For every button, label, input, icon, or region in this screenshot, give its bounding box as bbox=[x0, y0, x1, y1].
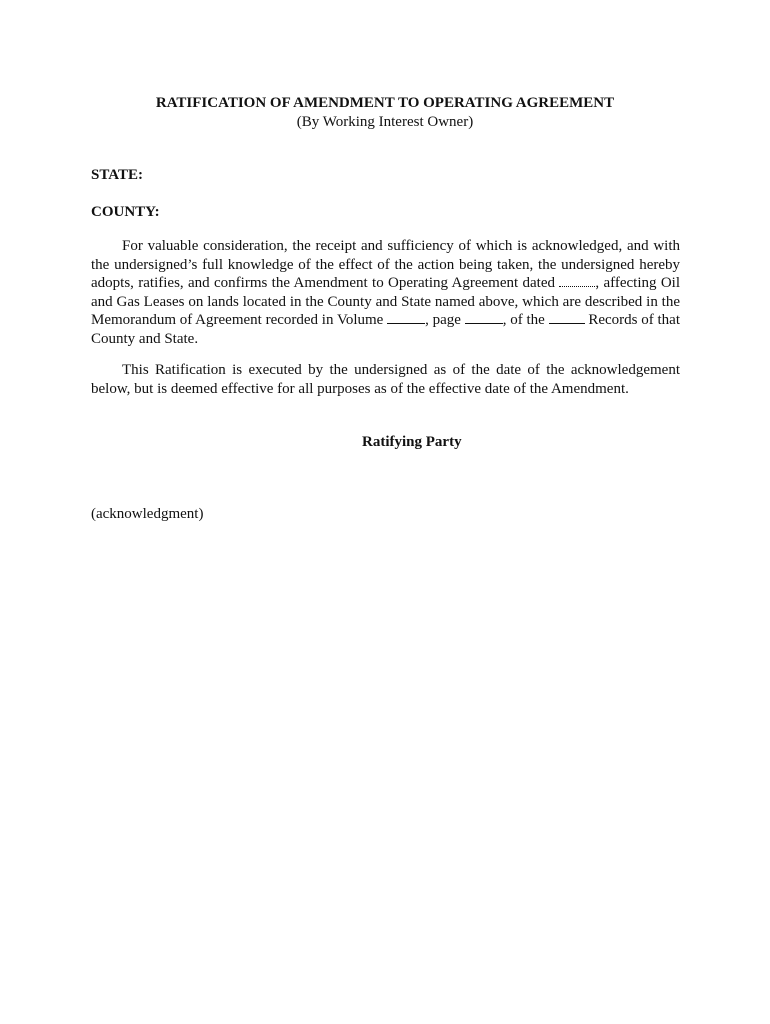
page-blank bbox=[465, 311, 503, 324]
volume-blank bbox=[387, 311, 425, 324]
document-title: RATIFICATION OF AMENDMENT TO OPERATING AGREEMENT bbox=[155, 95, 615, 111]
paragraph1-text-4: , of the bbox=[502, 312, 549, 329]
acknowledgment-text: (acknowledgment) bbox=[91, 506, 204, 522]
document-subtitle: (By Working Interest Owner) bbox=[296, 114, 474, 130]
consideration-paragraph bbox=[91, 237, 680, 349]
state-label: STATE: bbox=[91, 167, 143, 183]
paragraph1-text-2: , affecting Oil and Gas Leases on lands located in the County and State named above, which are described in the Memorandum of Agreement recorded in Volume bbox=[91, 275, 680, 329]
ratifying-party-heading: Ratifying Party bbox=[362, 434, 462, 450]
paragraph1-text-1: For valuable consideration, the receipt and sufficiency of which is acknowledged, and with the undersigned’s full knowledge of the effect of the action being taken, the undersigned hereby adopts, ratifies, and confirms the Amendment to Operating Agreement dated bbox=[91, 238, 680, 292]
county-label: COUNTY: bbox=[91, 204, 160, 220]
paragraph1-text-3: , page bbox=[425, 312, 465, 329]
date-blank bbox=[559, 274, 595, 287]
execution-paragraph bbox=[91, 361, 680, 398]
records-blank bbox=[549, 311, 585, 324]
paragraph1-text-5: Records of that County and State. bbox=[91, 312, 680, 347]
paragraph2-text: This Ratification is executed by the undersigned as of the date of the acknowledgement below, but is deemed effective for all purposes as of the effective date of the Amendment. bbox=[91, 362, 680, 397]
